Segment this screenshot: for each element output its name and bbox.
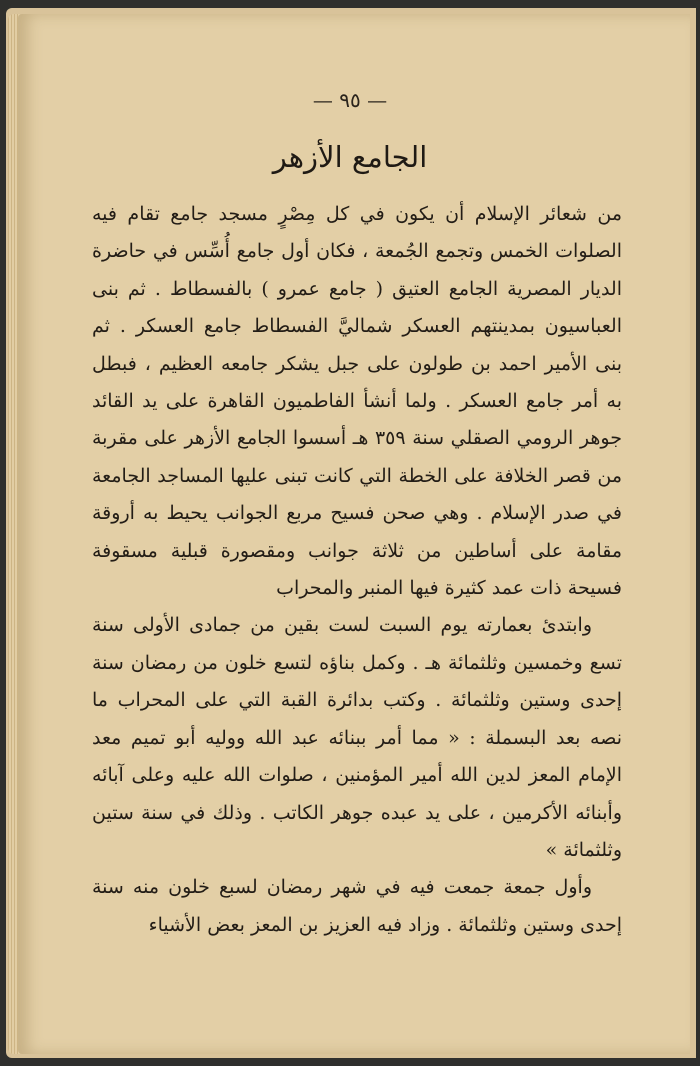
paragraph-1: من شعائر الإسلام أن يكون في كل مِصْرٍ مسجد جامع تقام فيه الصلوات الخمس وتجمع الجُمعة ، فكان أول جامع أُسِّس في حاضرة الديار المصرية الجامع العتيق ( جامع عمرو ) بالفسطاط . ثم بنى العباسيون بمدينتهم العسكر شماليَّ الفسطاط جامع العسكر . ثم بنى الأمير احمد بن طولون على جبل يشكر جامعه العظيم ، فبطل به أمر جامع العسكر . ولما أنشأ الفاطميون القاهرة على يد القائد جوهر الرومي الصقلي سنة ٣٥٩ هـ أسسوا الجامع الأزهر على مقربة من قصر الخلافة على الخطة التي كانت تبنى عليها المساجد الجامعة في صدر الإسلام . وهي صحن فسيح مربع الجوانب يحيط به أروقة مقامة على أساطين من ثلاثة جوانب ومقصورة قبلية مسقوفة فسيحة ذات عمد كثيرة فيها المنبر والمحراب — [92, 203, 622, 600]
paragraph-3: وأول جمعة جمعت فيه في شهر رمضان لسبع خلون منه سنة إحدى وستين وثلثمائة . وزاد فيه العزيز بن المعز بعض الأشياء — [92, 876, 622, 936]
page-number: — ٩٥ — — [312, 88, 388, 112]
body-text — [92, 196, 622, 944]
paragraph-2: وابتدئ بعمارته يوم السبت لست بقين من جمادى الأولى سنة تسع وخمسين وثلثمائة هـ . وكمل بناؤه لتسع خلون من رمضان سنة إحدى وستين وثلثمائة . وكتب بدائرة القبة التي على المحراب ما نصه بعد البسملة : « مما أمر ببنائه عبد الله ووليه أبو تميم معد الإمام المعز لدين الله أمير المؤمنين ، صلوات الله عليه وعلى آبائه وأبنائه الأكرمين ، على يد عبده جوهر الكاتب . وذلك في سنة ستين وثلثمائة » — [92, 614, 622, 861]
page-title: الجامع الأزهر — [272, 140, 428, 174]
